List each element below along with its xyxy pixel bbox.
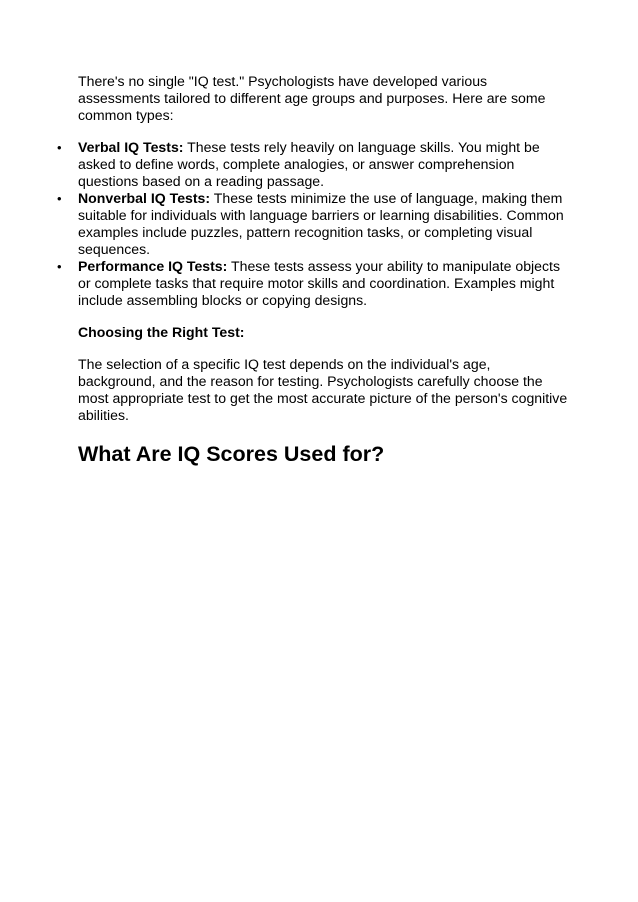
- list-item-term: Verbal IQ Tests:: [78, 139, 184, 155]
- list-item-term: Nonverbal IQ Tests:: [78, 190, 211, 206]
- document-content: [57, 73, 568, 467]
- section-heading: What Are IQ Scores Used for?: [78, 442, 385, 466]
- list-item: [57, 258, 568, 309]
- list-item-description: These tests rely heavily on language skills. You might be asked to define words, complete analogies, or answer comprehension questions based on a reading passage.: [78, 139, 540, 189]
- list-item: [57, 139, 568, 190]
- intro-paragraph: There's no single "IQ test." Psychologists have developed various assessments tailored to different age groups and purposes. Here are some common types:: [78, 73, 546, 123]
- bullet-icon: •: [57, 140, 62, 155]
- choosing-test-paragraph: The selection of a specific IQ test depends on the individual's age, background, and the reason for testing. Psychologists carefully choose the most appropriate test to get the most accurate picture of the person's cognitive abilities.: [78, 356, 568, 423]
- choosing-test-subheading: Choosing the Right Test:: [78, 324, 245, 340]
- list-item-term: Performance IQ Tests:: [78, 258, 228, 274]
- bullet-icon: •: [57, 191, 62, 206]
- list-item-description: These tests assess your ability to manipulate objects or complete tasks that require motor skills and coordination. Examples might include assembling blocks or copying designs.: [78, 258, 561, 308]
- list-item-description: These tests minimize the use of language, making them suitable for individuals with language barriers or learning disabilities. Common examples include puzzles, pattern recognition tasks, or completing visual sequences.: [78, 190, 564, 257]
- iq-test-types-list: [57, 139, 568, 309]
- bullet-icon: •: [57, 259, 62, 274]
- list-item: [57, 190, 568, 258]
